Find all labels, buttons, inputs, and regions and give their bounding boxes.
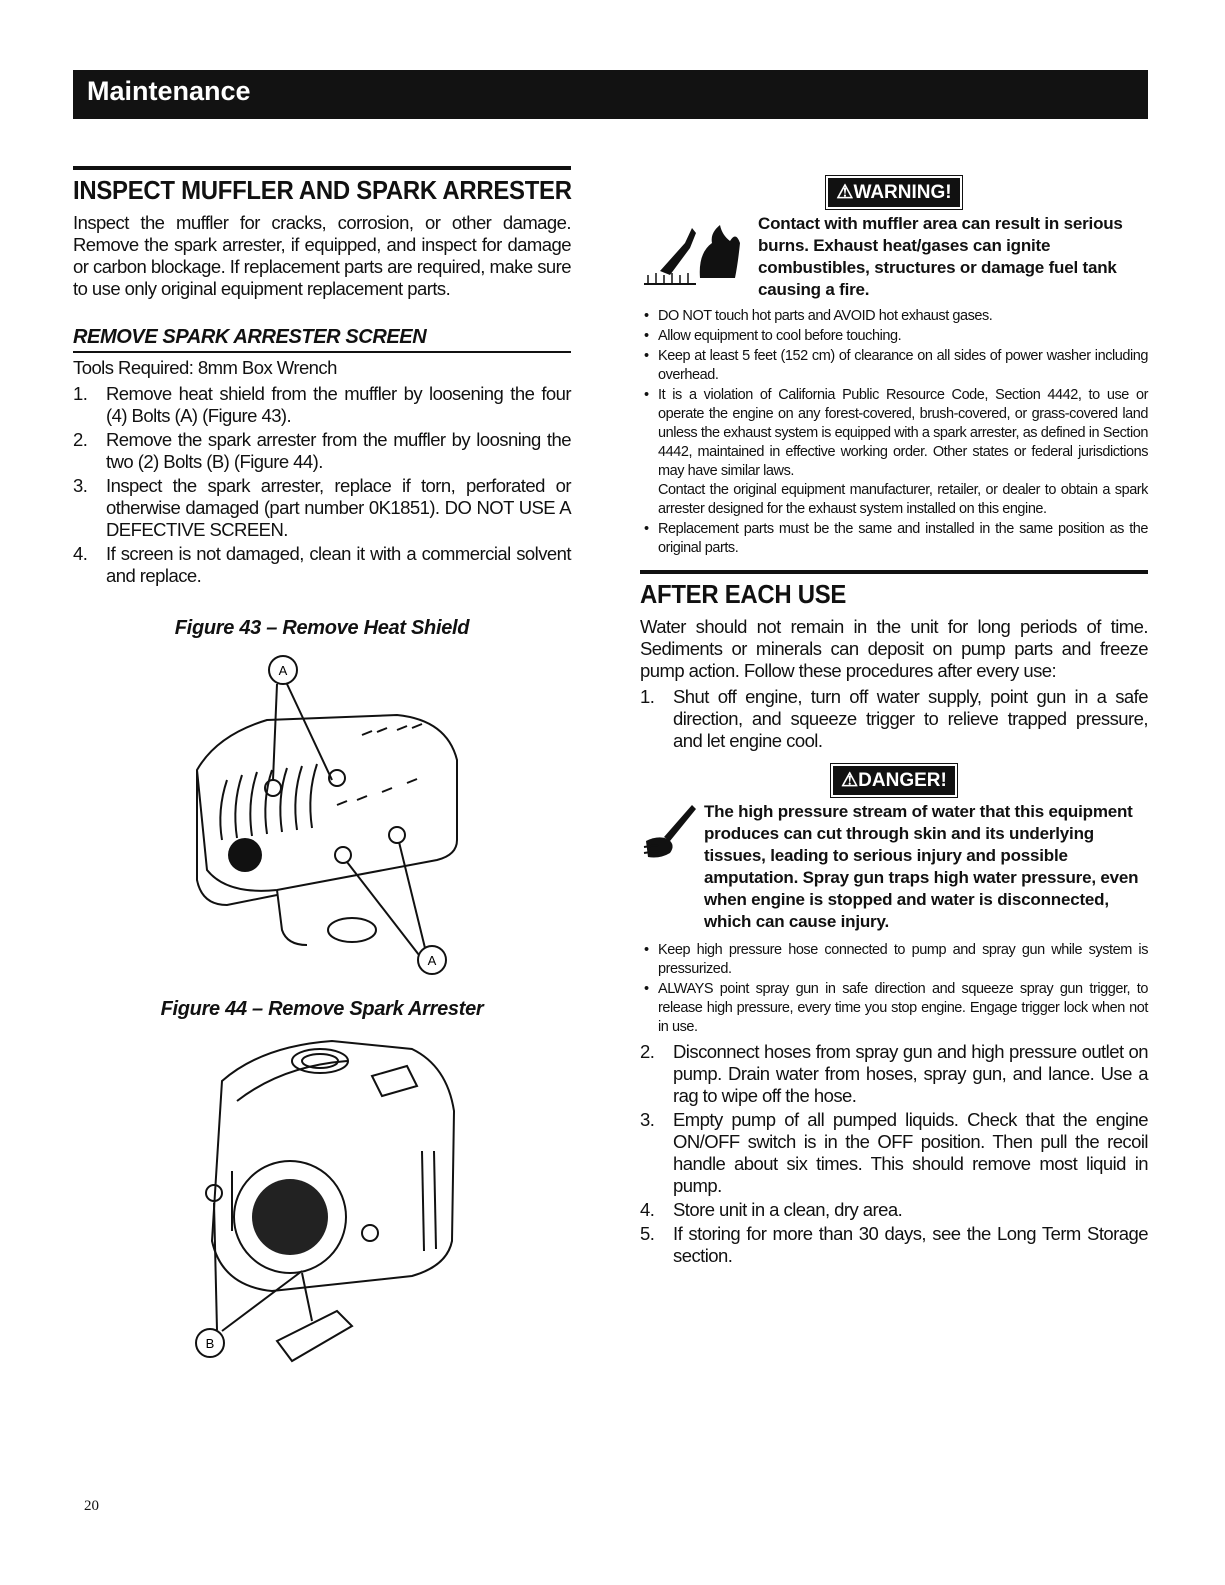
step-number: 1. — [640, 686, 655, 707]
subsection-title-remove-screen: REMOVE SPARK ARRESTER SCREEN — [73, 326, 571, 353]
inspect-intro: Inspect the muffler for cracks, corrosion, or other damage. Remove the spark arrester, if equipped, and inspect for damage or carbon blockage. If replacement parts are required, make sure to use only original equipment replacement parts. — [73, 212, 571, 299]
step-text: Disconnect hoses from spray gun and high pressure outlet on pump. Drain water from hoses, spray gun, and lance. Use a rag to wipe off the hose. — [673, 1041, 1148, 1106]
figure-44-caption: Figure 44 – Remove Spark Arrester — [160, 998, 484, 1020]
list-item: • Keep high pressure hose connected to pump and spray gun while system is pressurized. — [640, 941, 1148, 979]
step-text: Empty pump of all pumped liquids. Check that the engine ON/OFF switch is in the OFF position. Then pull the recoil handle about six times. This should remove most liquid in pump. — [673, 1109, 1148, 1196]
callout-b: B — [205, 1336, 215, 1351]
right-column — [640, 178, 1148, 1269]
step-text: Shut off engine, turn off water supply, point gun in a safe direction, and squeeze trigger to relieve trapped pressure, and let engine cool. — [673, 686, 1148, 751]
step-text: Remove heat shield from the muffler by loosening the four (4) Bolts (A) (Figure 43). — [106, 383, 571, 426]
callout-a-top: A — [278, 663, 288, 678]
tools-required: Tools Required: 8mm Box Wrench — [73, 357, 337, 378]
figure-44-spark-arrester-illustration — [162, 1021, 482, 1376]
list-item — [640, 1109, 1148, 1197]
after-use-steps — [640, 1041, 1148, 1267]
step-text: Store unit in a clean, dry area. — [673, 1199, 903, 1220]
after-use-intro: Water should not remain in the unit for long periods of time. Sediments or minerals can deposit on pump parts and freeze pump action. Follow these procedures after every use: — [640, 616, 1148, 681]
step-number: 4. — [73, 543, 88, 564]
list-item — [73, 383, 571, 427]
step-number: 3. — [73, 475, 88, 496]
list-item — [640, 686, 1148, 752]
section-title-inspect-muffler: INSPECT MUFFLER AND SPARK ARRESTER — [73, 175, 572, 205]
step-number: 1. — [73, 383, 88, 404]
list-item: • ALWAYS point spray gun in safe direction and squeeze spray gun trigger, to release high pressure, every time you stop engine. Engage trigger lock when not in use. — [640, 980, 1148, 1037]
list-item: • Keep at least 5 feet (152 cm) of clearance on all sides of power washer including overhead. — [640, 347, 1148, 385]
list-item: • Replacement parts must be the same and installed in the same position as the original parts. — [640, 520, 1148, 558]
warning-signal-word: ⚠WARNING! — [828, 178, 959, 207]
list-item — [73, 475, 571, 541]
danger-text: The high pressure stream of water that this equipment produces can cut through skin and its underlying tissues, leading to serious injury and possible amputation. Spray gun traps high water pressure, even when engine is stopped and water is disconnected, which can cause injury. — [704, 802, 1139, 931]
list-item — [640, 386, 1148, 519]
page-number: 20 — [84, 1498, 99, 1514]
callout-a-bottom: A — [427, 953, 437, 968]
left-column — [73, 166, 571, 1376]
list-item — [640, 1223, 1148, 1267]
step-number: 2. — [73, 429, 88, 450]
warning-hazard-row — [640, 213, 1148, 301]
remove-screen-steps — [73, 383, 571, 587]
list-item: • DO NOT touch hot parts and AVOID hot exhaust gases. — [640, 307, 1148, 326]
step-number: 2. — [640, 1041, 655, 1062]
spray-injury-icon — [640, 801, 704, 881]
step-text: Inspect the spark arrester, replace if torn, perforated or otherwise damaged (part number 0K1851). DO NOT USE A DEFECTIVE SCREEN. — [106, 475, 571, 540]
bullet-text: It is a violation of California Public Resource Code, Section 4442, to use or operate the engine on any forest-covered, brush-covered, or grass-covered land unless the exhaust system is equipped with a spark arrester, as defined in Section 4442, maintained in effective working order. Other states or federal jurisdictions may have similar laws. — [658, 387, 1148, 479]
step-text: Remove the spark arrester from the muffler by loosning the two (2) Bolts (B) (Figure 44). — [106, 429, 571, 472]
burn-hazard-icon — [640, 213, 758, 293]
danger-hazard-row — [640, 801, 1148, 933]
header-bar — [73, 70, 1148, 119]
step-number: 3. — [640, 1109, 655, 1130]
after-use-step-1 — [640, 686, 1148, 752]
list-item: • Allow equipment to cool before touching. — [640, 327, 1148, 346]
contact-note: Contact the original equipment manufacturer, retailer, or dealer to obtain a spark arrester designed for the exhaust system installed on this engine. — [658, 482, 1148, 517]
warning-text: Contact with muffler area can result in serious burns. Exhaust heat/gases can ignite combustibles, structures or damage fuel tank causing a fire. — [758, 214, 1123, 299]
step-number: 5. — [640, 1223, 655, 1244]
step-text: If storing for more than 30 days, see the Long Term Storage section. — [673, 1223, 1148, 1266]
list-item — [73, 429, 571, 473]
step-number: 4. — [640, 1199, 655, 1220]
figure-43-heat-shield-illustration — [157, 640, 487, 990]
step-text: If screen is not damaged, clean it with a commercial solvent and replace. — [106, 543, 571, 586]
figure-43-caption: Figure 43 – Remove Heat Shield — [174, 617, 470, 639]
list-item — [640, 1041, 1148, 1107]
danger-signal-word: ⚠DANGER! — [833, 766, 955, 795]
page-header-title: Maintenance — [87, 76, 251, 106]
list-item — [73, 543, 571, 587]
warning-bullets — [640, 307, 1148, 558]
danger-bullets — [640, 941, 1148, 1037]
list-item — [640, 1199, 1148, 1221]
section-title-after-each-use: AFTER EACH USE — [640, 579, 847, 609]
